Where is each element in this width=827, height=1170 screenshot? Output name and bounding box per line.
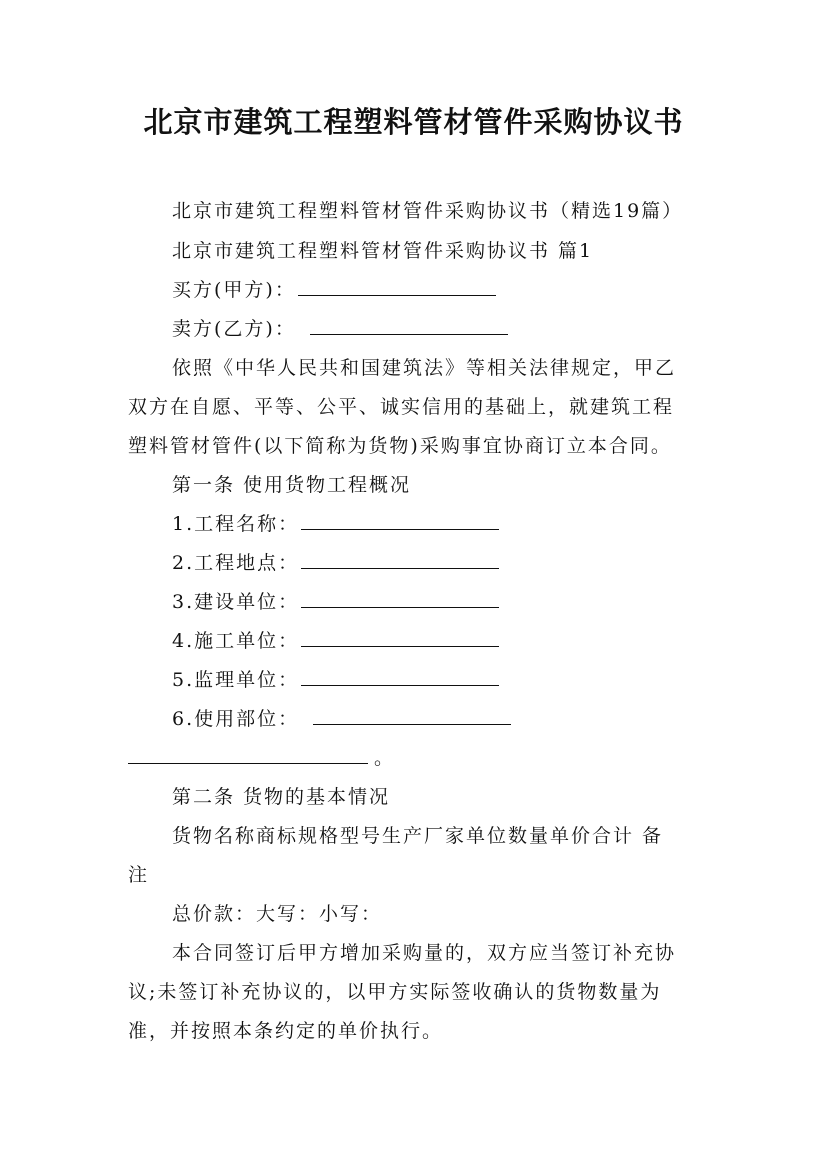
goods-columns-line-1: 货物名称商标规格型号生产厂家单位数量单价合计 备 — [172, 825, 664, 847]
project-name-row — [172, 511, 499, 537]
closing-line-2: 议;未签订补充协议的，以甲方实际签收确认的货物数量为 — [128, 981, 662, 1003]
construction-unit-blank — [301, 591, 499, 608]
document-title: 北京市建筑工程塑料管材管件采购协议书 — [143, 105, 684, 139]
project-location-row — [172, 550, 499, 576]
supervision-unit-row — [172, 667, 499, 693]
document-subtitle: 北京市建筑工程塑料管材管件采购协议书（精选19篇） — [172, 200, 684, 222]
continuation-blank — [128, 747, 368, 764]
article1-heading: 第一条 使用货物工程概况 — [172, 474, 412, 496]
continuation-row — [128, 745, 395, 771]
intro-line-3: 塑料管材管件(以下简称为货物)采购事宜协商订立本合同。 — [128, 435, 672, 457]
buyer-row — [172, 277, 496, 303]
supervision-unit-label: 5.监理单位： — [172, 669, 300, 691]
project-name-blank — [301, 513, 499, 530]
contractor-unit-blank — [301, 630, 499, 647]
supervision-unit-blank — [301, 669, 499, 686]
total-price: 总价款：大写：小写： — [172, 903, 383, 925]
construction-unit-label: 3.建设单位： — [172, 591, 300, 613]
buyer-blank — [298, 279, 496, 296]
seller-row — [172, 316, 508, 342]
closing-line-3: 准，并按照本条约定的单价执行。 — [128, 1020, 444, 1042]
piece-heading: 北京市建筑工程塑料管材管件采购协议书 篇1 — [172, 240, 594, 262]
goods-columns-line-2: 注 — [128, 864, 150, 886]
usage-part-label: 6.使用部位： — [172, 708, 300, 730]
project-location-label: 2.工程地点： — [172, 552, 300, 574]
usage-part-row — [172, 706, 511, 732]
seller-label: 卖方(乙方)： — [172, 318, 296, 340]
project-location-blank — [301, 552, 499, 569]
construction-unit-row — [172, 589, 499, 615]
seller-blank — [310, 318, 508, 335]
buyer-label: 买方(甲方)： — [172, 279, 296, 301]
project-name-label: 1.工程名称： — [172, 513, 300, 535]
usage-part-blank — [313, 708, 511, 725]
contractor-unit-row — [172, 628, 499, 654]
intro-line-2: 双方在自愿、平等、公平、诚实信用的基础上，就建筑工程 — [128, 396, 675, 418]
article2-heading: 第二条 货物的基本情况 — [172, 786, 391, 808]
contractor-unit-label: 4.施工单位： — [172, 630, 300, 652]
period-mark: 。 — [374, 747, 396, 769]
intro-line-1: 依照《中华人民共和国建筑法》等相关法律规定，甲乙 — [172, 357, 677, 379]
closing-line-1: 本合同签订后甲方增加采购量的，双方应当签订补充协 — [172, 942, 677, 964]
